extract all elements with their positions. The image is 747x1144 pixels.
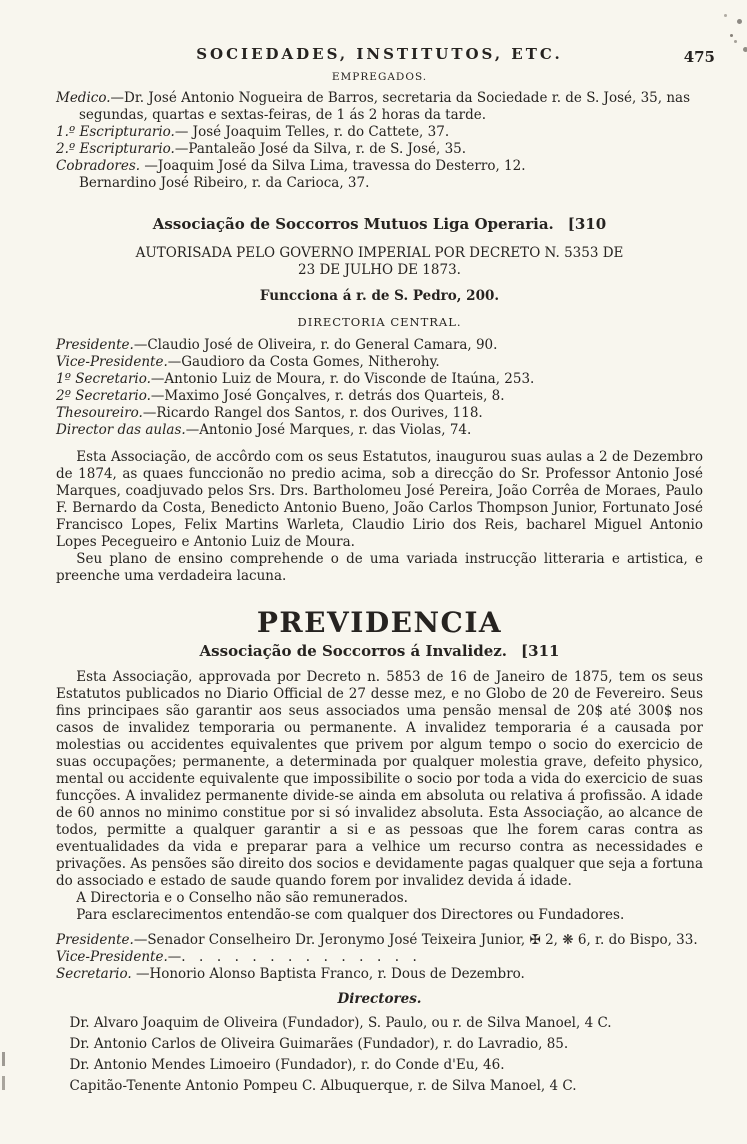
officer-entry <box>56 405 703 422</box>
officer-entry <box>56 388 703 405</box>
entry-label: 2º Secretario. <box>56 388 151 404</box>
directory-entry <box>56 141 703 158</box>
entry-text: —Honorio Alonso Baptista Franco, r. Dous de Dezembro. <box>131 966 525 982</box>
officer-entry <box>56 422 703 439</box>
running-title: SOCIEDADES, INSTITUTOS, ETC. <box>196 45 563 63</box>
entry-text: —Claudio José de Oliveira, r. do General Camara, 90. <box>133 337 498 353</box>
entry-text: —. . . . . . . . . . . . . . <box>167 949 417 965</box>
previdencia-subtitle-text: Associação de Soccorros á Invalidez. <box>199 642 508 660</box>
director-entry: Dr. Antonio Mendes Limoeiro (Fundador), r. do Conde d'Eu, 46. <box>69 1057 505 1073</box>
directory-entry <box>56 90 703 124</box>
entry-text: Bernardino José Ribeiro, r. da Carioca, 37. <box>78 175 370 191</box>
director-entry: Dr. Alvaro Joaquim de Oliveira (Fundador), S. Paulo, ou r. de Silva Manoel, 4 C. <box>69 1015 612 1031</box>
empregados-heading: EMPREGADOS. <box>331 71 428 83</box>
directores-heading: Directores. <box>337 991 422 1007</box>
entry-label: 1º Secretario. <box>56 371 151 387</box>
entry-label: Secretario. <box>56 966 132 982</box>
entry-text: — José Joaquim Telles, r. do Cattete, 37. <box>174 124 450 140</box>
entry-label: Director das aulas. <box>56 422 186 438</box>
liga-title-text: Associação de Soccorros Mutuos Liga Operaria. <box>152 215 554 233</box>
page-number: 475 <box>683 48 715 66</box>
previdencia-paragraph: Esta Associação, approvada por Decreto n. 5853 de 16 de Janeiro de 1875, tem os seus Estatutos publicados no Diario Official de 27 desse mez, e no Globo de 20 de Fevereiro. Seus fins principaes são garantir aos seus associados uma pensão mensal de 20$ até 300$ nos casos de invalidez temporaria ou permanente. A invalidez temporaria é a causada por molestias ou accidentes equivalentes que privem por algum tempo o socio do exercicio de suas occupações; permanente, a determinada por qualquer molestia grave, defeito physico, mental ou accidente equivalente que impossibilite o socio por toda a vida do exercicio de suas funcções. A invalidez permanente divide-se ainda em absoluta ou relativa á profissão. A idade de 60 annos no minimo constitue por si só invalidez absoluta. Esta Associação, ao alcance de todos, permitte a qualquer garantir a si e as pessoas que lhe forem caras contra as eventualidades da vida e preparar para a velhice um recurso contra as necessidades e privações. As pensões são direito dos socios e devidamente pagas qualquer que seja a fortuna do associado e estado de saude quando forem por invalidez devida á idade. <box>56 669 703 889</box>
entry-label: Presidente. <box>56 932 134 948</box>
entry-text: —Pantaleão José da Silva, r. de S. José, 35. <box>174 141 467 157</box>
page-header <box>56 45 715 66</box>
entry-label: Vice-Presidente. <box>56 354 168 370</box>
entry-label: Vice-Presidente. <box>56 949 168 965</box>
entry-text: —Antonio Luiz de Moura, r. do Visconde de Itaúna, 253. <box>150 371 535 387</box>
directory-entry <box>56 175 703 192</box>
officer-entry <box>56 949 703 966</box>
officer-entry <box>56 337 703 354</box>
previdencia-officers <box>56 932 703 983</box>
previdencia-paragraph: A Directoria e o Conselho não são remunerados. <box>76 890 408 906</box>
officer-entry <box>56 932 703 949</box>
officer-entry <box>56 354 703 371</box>
scan-artifact <box>2 1052 5 1066</box>
entry-text: —Senador Conselheiro Dr. Jeronymo José Teixeira Junior, ✠ 2, ❋ 6, r. do Bispo, 33. <box>133 932 698 948</box>
director-entry: Dr. Antonio Carlos de Oliveira Guimarães (Fundador), r. do Lavradio, 85. <box>69 1036 569 1052</box>
directory-entry <box>56 124 703 141</box>
liga-address-line: Funcciona á r. de S. Pedro, 200. <box>259 288 500 304</box>
entry-text: —Ricardo Rangel dos Santos, r. dos Ourives, 118. <box>142 405 483 421</box>
previdencia-title: PREVIDENCIA <box>256 606 503 639</box>
previdencia-subtitle <box>56 643 703 660</box>
director-entry: Capitão-Tenente Antonio Pompeu C. Albuquerque, r. de Silva Manoel, 4 C. <box>69 1078 577 1094</box>
officer-entry <box>56 966 703 983</box>
scan-artifact <box>730 34 733 37</box>
previdencia-paragraph: Para esclarecimentos entendão-se com qualquer dos Directores ou Fundadores. <box>76 907 625 923</box>
entry-label: Cobradores. <box>56 158 141 174</box>
officer-entry <box>56 371 703 388</box>
entry-text: —Dr. José Antonio Nogueira de Barros, secretaria da Sociedade r. de S. José, 35, nas segundas, quartas e sextas-feiras, de 1 ás 2 horas da tarde. <box>78 90 691 123</box>
entry-text: —Antonio José Marques, r. das Violas, 74. <box>185 422 472 438</box>
entry-text: —Gaudioro da Costa Gomes, Nitherohy. <box>167 354 440 370</box>
liga-paragraph: Seu plano de ensino comprehende o de uma variada instrucção litteraria e artistica, e preenche uma verdadeira lacuna. <box>56 551 703 584</box>
entry-label: Thesoureiro. <box>56 405 143 421</box>
entry-label: 2.º Escripturario. <box>56 141 175 157</box>
entry-text: —Maximo José Gonçalves, r. detrás dos Quarteis, 8. <box>150 388 505 404</box>
liga-decree-line: AUTORISADA PELO GOVERNO IMPERIAL POR DECRETO N. 5353 DE 23 DE JULHO DE 1873. <box>135 245 624 278</box>
liga-directoria-heading: DIRECTORIA CENTRAL. <box>297 315 462 329</box>
liga-section-title <box>56 216 703 233</box>
entry-text: —Joaquim José da Silva Lima, travessa do Desterro, 12. <box>140 158 526 174</box>
liga-paragraph: Esta Associação, de accôrdo com os seus Estatutos, inaugurou suas aulas a 2 de Dezembro de 1874, as quaes funccionão no predio acima, sob a direcção do Sr. Professor Antonio José Marques, coadjuvado pelos Srs. Drs. Bartholomeu José Pereira, João Corrêa de Moraes, Paulo F. Bernardo da Costa, Benedicto Antonio Bueno, João Carlos Thompson Junior, Fortunato José Francisco Lopes, Felix Martins Warleta, Claudio Lirio dos Reis, bacharel Miguel Antonio Lopes Pecegueiro e Antonio Luiz de Moura. <box>56 449 703 550</box>
entry-label: Medico. <box>56 90 111 106</box>
previdencia-ref-number: [311 <box>521 642 560 660</box>
liga-ref-number: [310 <box>567 215 607 233</box>
entry-label: Presidente. <box>56 337 134 353</box>
entry-label: 1.º Escripturario. <box>56 124 175 140</box>
directory-entry <box>56 158 703 175</box>
